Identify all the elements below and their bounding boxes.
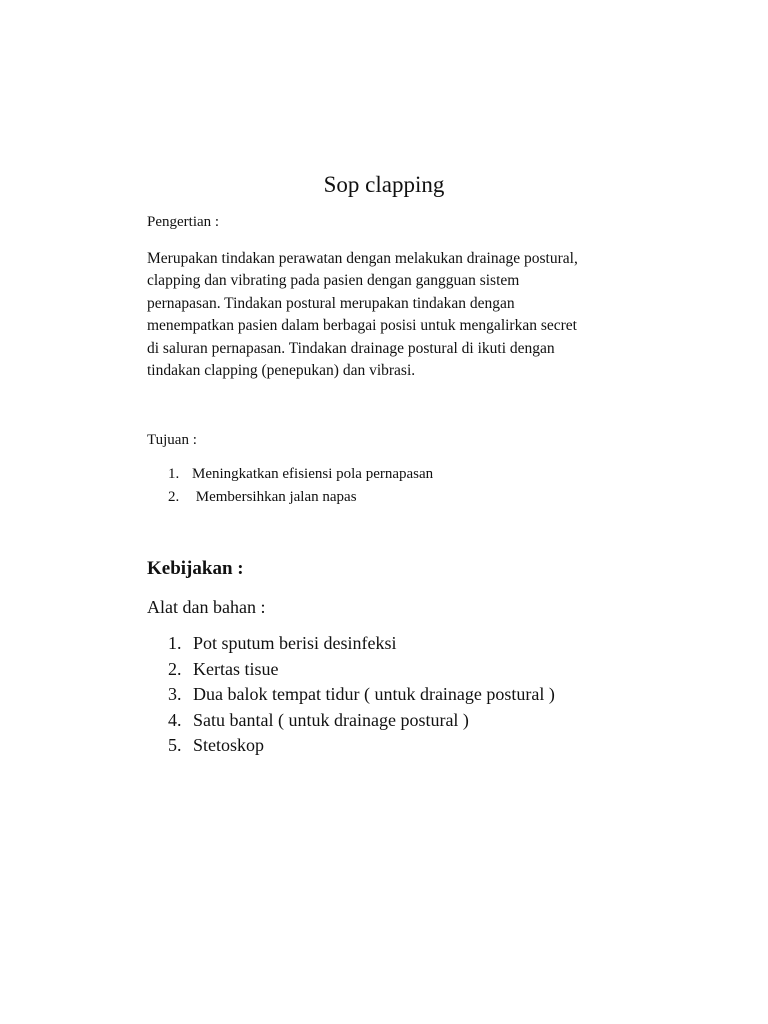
list-item-text: Satu bantal ( untuk drainage postural ) <box>193 709 469 730</box>
list-item-text: Dua balok tempat tidur ( untuk drainage postural ) <box>193 684 555 705</box>
pengertian-heading: Pengertian : <box>147 214 220 230</box>
list-item <box>168 708 555 734</box>
alat-list <box>168 631 555 759</box>
list-number: 1. <box>168 633 182 653</box>
tujuan-list <box>168 463 433 509</box>
paragraph-line: Merupakan tindakan perawatan dengan melakukan drainage postural, <box>147 250 578 267</box>
list-item-text: Meningkatkan efisiensi pola pernapasan <box>192 466 434 482</box>
list-item-text: Pot sputum berisi desinfeksi <box>193 633 397 653</box>
kebijakan-heading: Kebijakan : <box>147 558 244 579</box>
list-item <box>168 733 555 759</box>
list-item <box>168 631 555 657</box>
list-item <box>168 463 433 486</box>
list-number: 5. <box>168 735 182 756</box>
list-number: 2. <box>168 489 180 505</box>
paragraph-line: di saluran pernapasan. Tindakan drainage postural di ikuti dengan <box>147 339 555 357</box>
list-number: 2. <box>168 658 182 679</box>
list-number: 3. <box>168 684 182 705</box>
pengertian-paragraph <box>147 248 667 382</box>
list-item-text: Kertas tisue <box>193 658 279 679</box>
paragraph-line: clapping dan vibrating pada pasien dengan gangguan sistem <box>147 272 520 290</box>
list-item-text: Membersihkan jalan napas <box>192 489 357 505</box>
list-item <box>168 657 555 683</box>
paragraph-line: pernapasan. Tindakan postural merupakan tindakan dengan <box>147 294 515 312</box>
list-item <box>168 486 433 509</box>
list-item <box>168 682 555 708</box>
paragraph-line: tindakan clapping (penepukan) dan vibrasi. <box>147 362 416 380</box>
tujuan-heading: Tujuan : <box>147 432 197 448</box>
paragraph-line: menempatkan pasien dalam berbagai posisi untuk mengalirkan secret <box>147 317 577 335</box>
list-item-text: Stetoskop <box>193 735 265 756</box>
list-number: 4. <box>168 709 182 730</box>
list-number: 1. <box>168 466 180 482</box>
page-title: Sop clapping <box>323 172 445 197</box>
alat-heading: Alat dan bahan : <box>147 597 266 617</box>
